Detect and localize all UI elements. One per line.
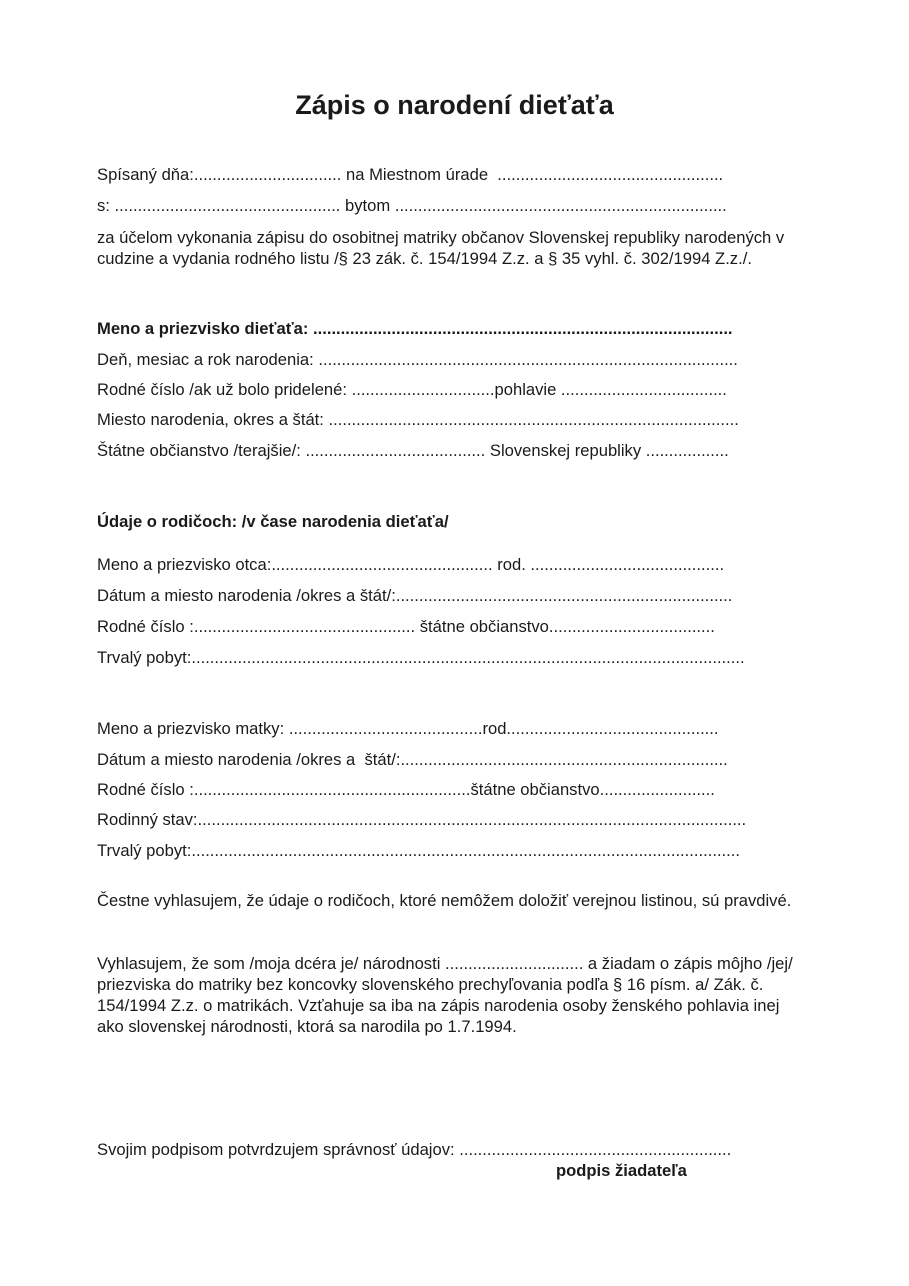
declaration-truthfulness: Čestne vyhlasujem, že údaje o rodičoch, ktoré nemôžem doložiť verejnou listinou, sú pravdivé.: [97, 891, 792, 910]
signature-label: podpis žiadateľa: [556, 1161, 687, 1180]
mother-residence-field: Trvalý pobyt:.......................................................................................................................: [97, 841, 740, 860]
declaration-nationality: Vyhlasujem, že som /moja dcéra je/ národnosti .............................. a žiadam o zápis môjho /jej/ priezviska do matriky bez koncovky slovenského prechyľovania podľa § 16 písm. a/ Zák. č. 154/1994 Z.z. o matrikách. Vzťahuje sa iba na zápis narodenia osoby ženského pohlavia inej ako slovenskej národnosti, ktorá sa narodila po 1.7.1994.: [97, 954, 793, 1036]
child-birth-date-field: Deň, mesiac a rok narodenia: ...........................................................................................: [97, 350, 738, 369]
intro-purpose-paragraph: za účelom vykonania zápisu do osobitnej matriky občanov Slovenskej republiky narodených v cudzine a vydania rodného listu /§ 23 zák. č. 154/1994 Z.z. a § 35 vyhl. č. 302/1994 Z.z./.: [97, 228, 785, 268]
page-title: Zápis o narodení dieťaťa: [295, 90, 614, 120]
father-personal-id-field: Rodné číslo :................................................ štátne občianstvo....................................: [97, 617, 715, 636]
mother-marital-status-field: Rodinný stav:.......................................................................................................................: [97, 810, 747, 829]
mother-name-field: Meno a priezvisko matky: ..........................................rod..............................................: [97, 719, 719, 738]
child-personal-id-field: Rodné číslo /ak už bolo pridelené: ...............................pohlavie ....................................: [97, 380, 727, 399]
mother-personal-id-field: Rodné číslo :............................................................štátne občianstvo.........................: [97, 780, 715, 799]
intro-name-address-line: s: ................................................. bytom ........................................................................: [97, 196, 727, 215]
parents-section-heading: Údaje o rodičoch: /v čase narodenia dieťaťa/: [97, 512, 449, 531]
signature-line: Svojim podpisom potvrdzujem správnosť údajov: ...........................................................: [97, 1140, 732, 1159]
intro-date-office-line: Spísaný dňa:................................ na Miestnom úrade .................................................: [97, 165, 724, 184]
child-birth-place-field: Miesto narodenia, okres a štát: .........................................................................................: [97, 410, 739, 429]
child-name-field: Meno a priezvisko dieťaťa: ...........................................................................................: [97, 319, 733, 338]
child-citizenship-field: Štátne občianstvo /terajšie/: ....................................... Slovenskej republiky ..................: [97, 441, 729, 460]
mother-birth-field: Dátum a miesto narodenia /okres a štát/:.......................................................................: [97, 750, 728, 769]
father-birth-field: Dátum a miesto narodenia /okres a štát/:.........................................................................: [97, 586, 733, 605]
father-name-field: Meno a priezvisko otca:................................................ rod. ..........................................: [97, 555, 725, 574]
father-residence-field: Trvalý pobyt:........................................................................................................................: [97, 648, 745, 667]
